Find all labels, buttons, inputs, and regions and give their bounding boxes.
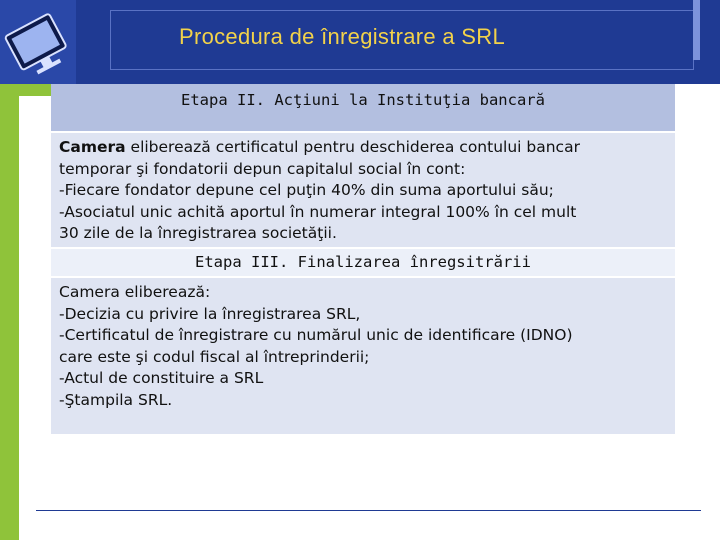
stage2-line-4: -Asociatul unic achită aportul în numerar integral 100% în cel mult — [59, 202, 577, 221]
stage3-line-2: -Decizia cu privire la înregistrarea SRL, — [59, 304, 361, 323]
stage3-body — [51, 278, 675, 436]
stage2-line-1: Camera eliberează certificatul pentru deschiderea contului bancar — [59, 138, 580, 156]
bottom-divider — [36, 510, 701, 511]
slide-title: Procedura de înregistrare a SRL — [178, 24, 506, 49]
stage2-line-5: 30 zile de la înregistrarea societăţii. — [59, 224, 337, 242]
stage2-line-2: temporar şi fondatorii depun capitalul social în cont: — [59, 159, 466, 178]
stage3-line-5: -Actul de constituire a SRL — [59, 369, 264, 387]
stage3-line-3: -Certificatul de înregistrare cu numărul unic de identificare (IDNO) — [59, 326, 573, 344]
logo-area — [0, 0, 76, 84]
computer-monitor-icon — [0, 0, 76, 84]
stage2-lead: Camera — [59, 138, 126, 156]
content-table — [51, 84, 675, 436]
stage3-line-6: -Ştampila SRL. — [59, 390, 173, 409]
stage2-line-3: -Fiecare fondator depune cel puţin 40% din suma aportului său; — [59, 181, 554, 199]
stage2-heading: Etapa II. Acţiuni la Instituţia bancară — [51, 84, 675, 133]
stage3-heading: Etapa III. Finalizarea înregsitrării — [51, 249, 675, 278]
stage3-line-1: Camera eliberează: — [59, 283, 211, 301]
left-green-stripe — [0, 84, 19, 540]
green-stripe-corner — [0, 84, 52, 96]
title-accent-bar — [693, 0, 700, 60]
stage2-body — [51, 133, 675, 249]
stage3-line-4: care este şi codul fiscal al întreprinderii; — [59, 347, 370, 366]
